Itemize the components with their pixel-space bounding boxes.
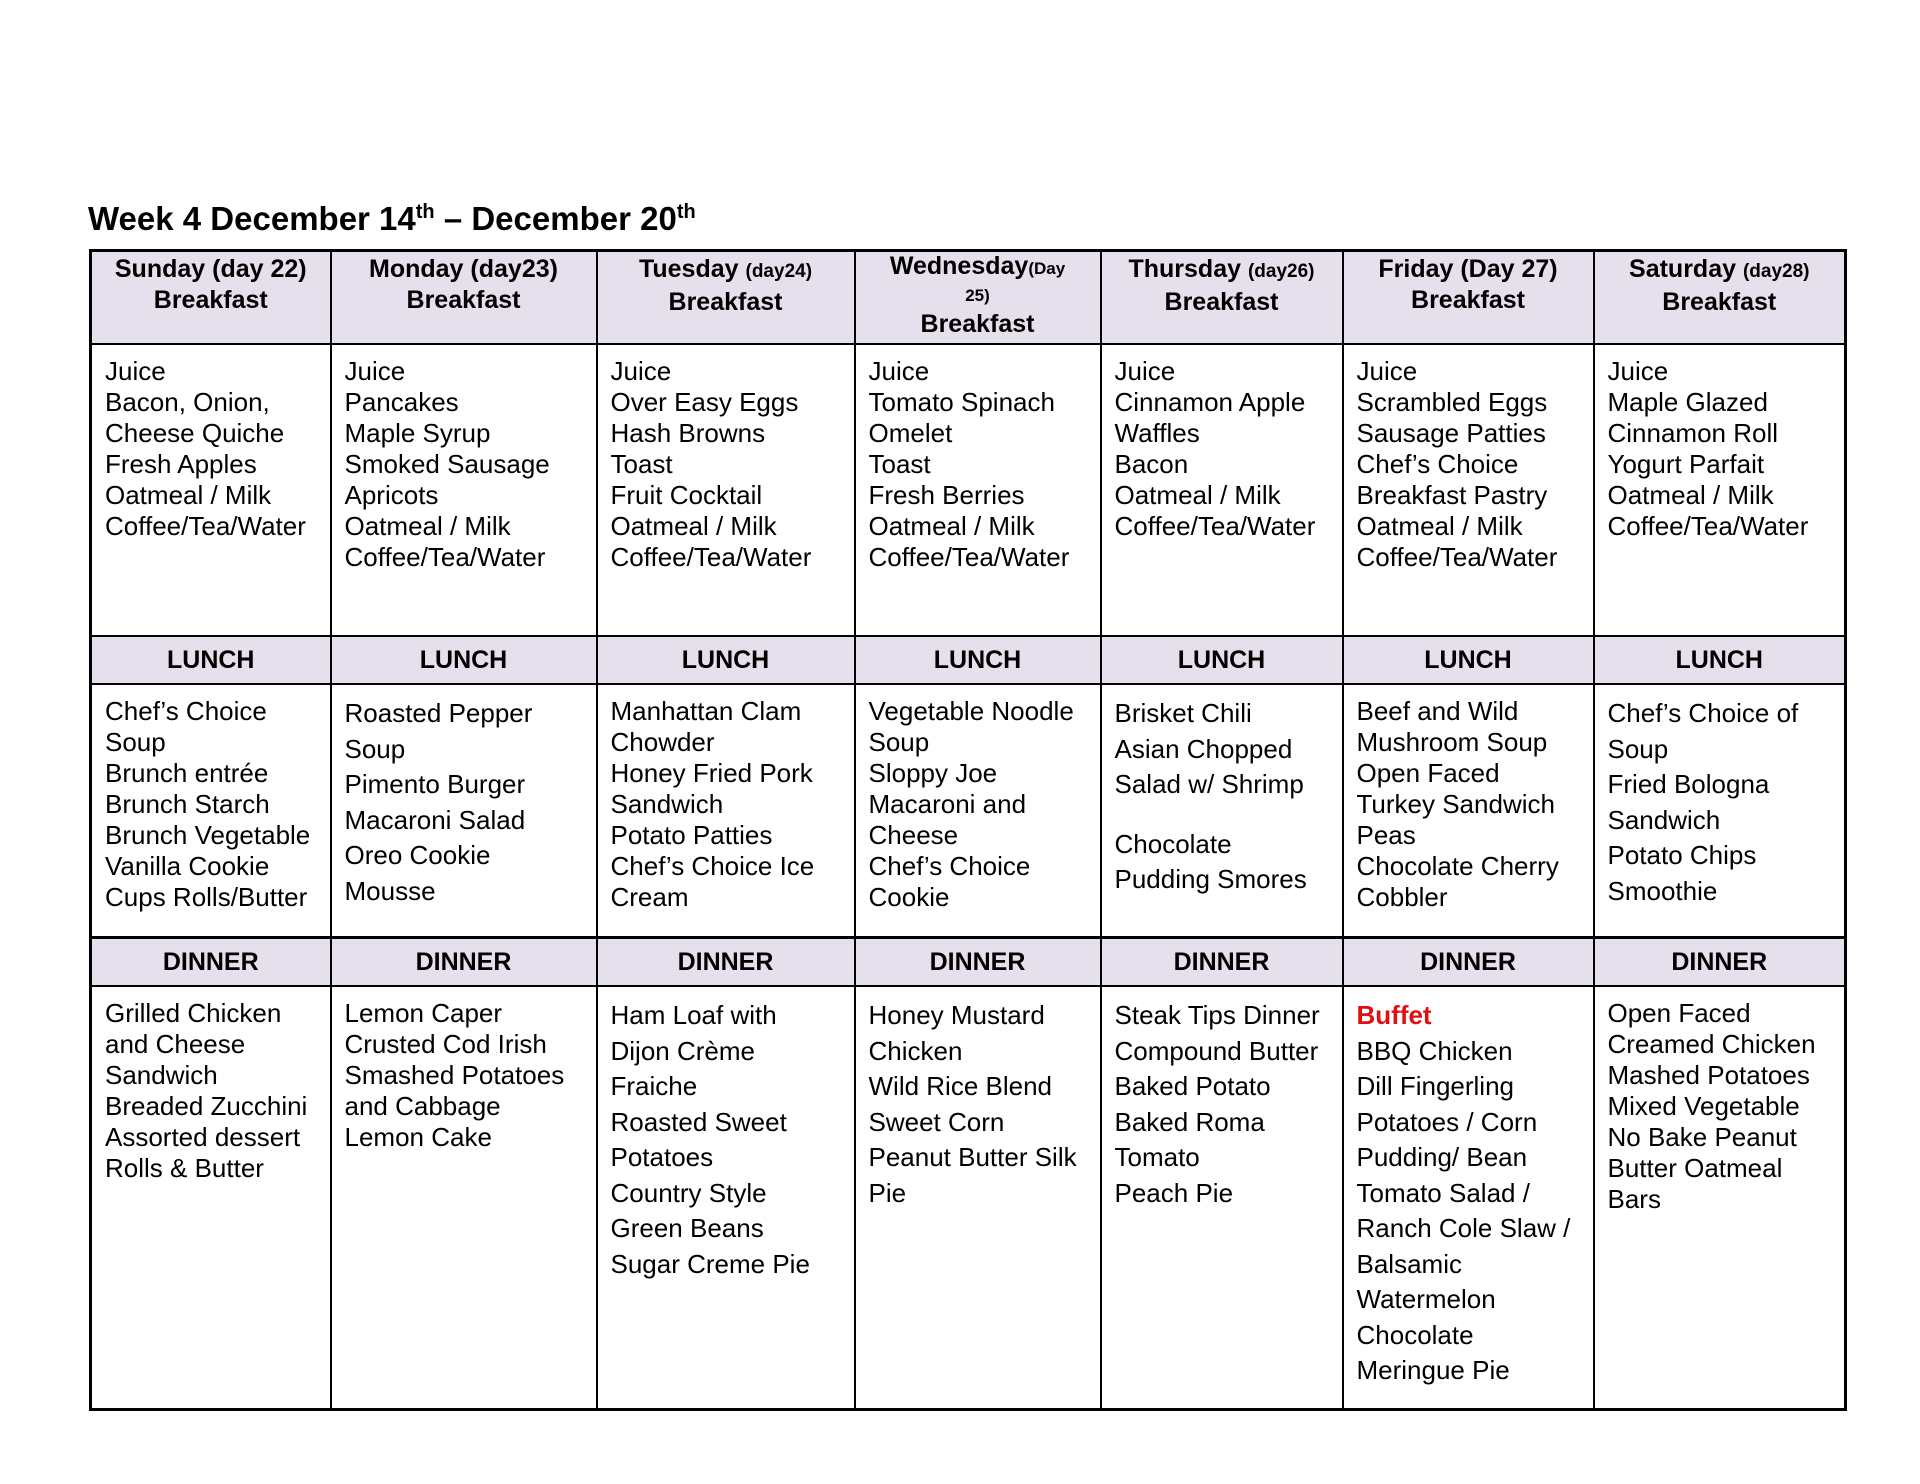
menu-item: Bacon [1114,449,1189,479]
menu-item: Lemon Cake [344,1122,492,1152]
menu-item: Sugar Creme Pie [610,1248,810,1279]
menu-item: Scrambled Eggs [1356,387,1548,417]
dinner-cell [91,986,331,1410]
title-superscript-2: th [676,201,696,223]
menu-item: Open Faced [1607,998,1751,1028]
menu-item: Fraiche [610,1071,698,1101]
lunch-label: LUNCH [1594,636,1846,684]
menu-item: Mushroom Soup [1356,727,1548,757]
menu-item: Chef’s Choice [868,851,1031,881]
menu-item: Soup [868,727,930,757]
dinner-cell [1343,986,1594,1410]
menu-item: Brunch Vegetable [105,820,311,850]
breakfast-cell [331,344,597,636]
menu-item: Oatmeal / Milk [610,511,777,541]
breakfast-cell [1101,344,1343,636]
menu-item: BBQ Chicken [1356,1035,1513,1066]
header-wednesday: Wednesday(Day 25) Breakfast [855,251,1101,345]
menu-item: Peas [1356,820,1416,850]
menu-item: Roasted Sweet [610,1106,787,1137]
menu-item: Bars [1607,1184,1661,1214]
menu-item: Coffee/Tea/Water [868,542,1070,572]
menu-item: Buffet [1356,1000,1432,1030]
lunch-cell [1594,684,1846,938]
dinner-cell [1594,986,1846,1410]
menu-item: Oatmeal / Milk [105,480,272,510]
lunch-cell [91,684,331,938]
lunch-row [91,684,1846,938]
menu-item: Smoothie [1607,875,1718,906]
menu-item: Beef and Wild [1356,696,1519,726]
breakfast-cell [597,344,855,636]
menu-item: Pancakes [344,387,459,417]
menu-item: Fruit Cocktail [610,480,763,510]
menu-item: Green Beans [610,1213,764,1243]
menu-item: Pudding/ Bean [1356,1142,1528,1172]
menu-item: Sandwich [610,789,724,819]
menu-item: Cheese [868,820,959,850]
menu-item: Tomato Salad / [1356,1177,1530,1208]
breakfast-row [91,344,1846,636]
menu-item: Baked Roma [1114,1106,1265,1137]
menu-item: Coffee/Tea/Water [1356,542,1558,572]
menu-item: Brunch entrée [105,758,269,788]
menu-item: Cups Rolls/Butter [105,882,308,912]
menu-item: Chef’s Choice of [1607,698,1799,728]
menu-item: Roasted Pepper [344,698,533,728]
menu-item: Chef’s Choice [105,696,267,726]
menu-item: Sausage Patties [1356,418,1546,448]
dinner-label: DINNER [1101,938,1343,987]
menu-item: Turkey Sandwich [1356,789,1555,819]
menu-item: Cookie [868,882,950,912]
menu-item: Balsamic [1356,1248,1462,1279]
menu-item: Dijon Crème [610,1035,755,1066]
breakfast-cell [855,344,1101,636]
menu-item: Pudding Smores [1114,864,1307,894]
menu-item: Cobbler [1356,882,1448,912]
menu-item: Pie [868,1177,907,1208]
breakfast-cell [1594,344,1846,636]
menu-item: Coffee/Tea/Water [344,542,546,572]
header-sunday: Sunday (day 22) Breakfast [91,251,331,345]
menu-item: Compound Butter [1114,1035,1319,1066]
menu-item: Apricots [344,480,439,510]
breakfast-header-row [91,251,1846,345]
menu-item: Juice [868,356,930,386]
menu-item: Fried Bologna [1607,769,1770,799]
menu-item: Potatoes [610,1142,714,1172]
dinner-label: DINNER [1594,938,1846,987]
menu-item: Macaroni Salad [344,804,526,835]
menu-item: Honey Mustard [868,1000,1045,1030]
page-title [88,200,696,238]
menu-item: Oatmeal / Milk [344,511,511,541]
breakfast-cell [91,344,331,636]
menu-item: Chocolate [1356,1319,1474,1350]
dinner-row [91,986,1846,1410]
menu-item: Sweet Corn [868,1106,1005,1137]
menu-item: Sandwich [1607,804,1721,835]
lunch-label: LUNCH [855,636,1101,684]
menu-item: Asian Chopped [1114,733,1293,764]
menu-item: Oatmeal / Milk [1356,511,1523,541]
menu-item: Vegetable Noodle [868,696,1074,726]
menu-item: Toast [610,449,673,479]
menu-item: Chocolate [1114,828,1232,859]
menu-item: Chicken [868,1035,963,1066]
menu-item: Sloppy Joe [868,758,998,788]
menu-item: Cheese Quiche [105,418,285,448]
menu-item: Manhattan Clam [610,696,802,726]
menu-item: Rolls & Butter [105,1153,264,1183]
menu-item: Chef’s Choice Ice [610,851,815,881]
menu-item: Potato Patties [610,820,773,850]
menu-item: Waffles [1114,418,1200,448]
menu-item: Cream [610,882,689,912]
menu-item: Oatmeal / Milk [868,511,1035,541]
menu-item: Mashed Potatoes [1607,1060,1810,1090]
menu-item: and Cabbage [344,1091,501,1121]
menu-item: Toast [868,449,931,479]
dinner-cell [331,986,597,1410]
title-text-start: Week 4 December 14 [88,200,416,237]
menu-table [89,249,1847,1411]
menu-item: Steak Tips Dinner [1114,1000,1320,1030]
menu-item: Oreo Cookie [344,840,491,870]
menu-item: Lemon Caper [344,998,503,1028]
menu-item: Watermelon [1356,1284,1496,1314]
header-friday: Friday (Day 27) Breakfast [1343,251,1594,345]
dinner-label: DINNER [855,938,1101,987]
lunch-header-row [91,636,1846,684]
lunch-cell [331,684,597,938]
menu-item: Coffee/Tea/Water [105,511,306,541]
menu-item: Coffee/Tea/Water [1114,511,1316,541]
dinner-label: DINNER [91,938,331,987]
menu-item: Cinnamon Apple [1114,387,1306,417]
menu-item: Ham Loaf with [610,1000,777,1030]
header-thursday: Thursday (day26) Breakfast [1101,251,1343,345]
lunch-label: LUNCH [91,636,331,684]
menu-item: Chowder [610,727,715,757]
menu-item: Juice [1356,356,1418,386]
menu-item: Chocolate Cherry [1356,851,1559,881]
dinner-cell [1101,986,1343,1410]
menu-item: Smashed Potatoes [344,1060,565,1090]
menu-item: Tomato Spinach [868,387,1055,417]
menu-item: Peach Pie [1114,1177,1234,1208]
dinner-label: DINNER [597,938,855,987]
lunch-cell [855,684,1101,938]
menu-item: Open Faced [1356,758,1500,788]
menu-item: Maple Glazed [1607,387,1768,417]
dinner-cell [597,986,855,1410]
lunch-cell [597,684,855,938]
menu-item: Fresh Berries [868,480,1025,510]
lunch-label: LUNCH [331,636,597,684]
breakfast-cell [1343,344,1594,636]
menu-item: Dill Fingerling [1356,1071,1514,1101]
header-tuesday: Tuesday (day24) Breakfast [597,251,855,345]
menu-item: Baked Potato [1114,1071,1271,1101]
menu-item: Wild Rice Blend [868,1071,1053,1101]
menu-item: Grilled Chicken [105,998,282,1028]
lunch-label: LUNCH [597,636,855,684]
menu-item: Coffee/Tea/Water [610,542,812,572]
menu-item: Soup [344,733,406,764]
dinner-label: DINNER [1343,938,1594,987]
menu-item: Mixed Vegetable [1607,1091,1800,1121]
dinner-header-row [91,938,1846,987]
menu-item: Chef’s Choice [1356,449,1519,479]
menu-item: Over Easy Eggs [610,387,799,417]
lunch-cell [1343,684,1594,938]
menu-item: Juice [105,356,166,386]
menu-item: Breaded Zucchini [105,1091,308,1121]
menu-item: Soup [1607,733,1669,764]
menu-item: Mousse [344,875,436,906]
menu-item: Yogurt Parfait [1607,449,1765,479]
menu-item: Crusted Cod Irish [344,1029,547,1059]
menu-item: Potatoes / Corn [1356,1106,1538,1137]
menu-item: Tomato [1114,1142,1200,1172]
menu-item: Salad w/ Shrimp [1114,769,1304,799]
lunch-label: LUNCH [1101,636,1343,684]
menu-item: Meringue Pie [1356,1355,1510,1385]
menu-item: Sandwich [105,1060,218,1090]
menu-item: Soup [105,727,166,757]
menu-item: No Bake Peanut [1607,1122,1797,1152]
menu-item: Juice [610,356,672,386]
menu-item: Coffee/Tea/Water [1607,511,1809,541]
menu-item: Hash Browns [610,418,766,448]
menu-item: Juice [1114,356,1176,386]
menu-item: Potato Chips [1607,840,1757,870]
header-monday: Monday (day23) Breakfast [331,251,597,345]
title-text-end: – December 20 [434,200,677,237]
menu-item: Juice [344,356,406,386]
menu-item: Juice [1607,356,1669,386]
menu-item: Honey Fried Pork [610,758,813,788]
menu-item: Smoked Sausage [344,449,550,479]
menu-item: Assorted dessert [105,1122,301,1152]
spacer [1115,803,1342,827]
lunch-cell [1101,684,1343,938]
menu-item: Ranch Cole Slaw / [1356,1213,1571,1243]
menu-item: Oatmeal / Milk [1114,480,1281,510]
menu-item: Omelet [868,418,953,448]
menu-item: Pimento Burger [344,769,526,799]
menu-item: Brunch Starch [105,789,270,819]
menu-item: Macaroni and [868,789,1027,819]
menu-item: Fresh Apples [105,449,257,479]
menu-item: Breakfast Pastry [1356,480,1548,510]
menu-item: Creamed Chicken [1607,1029,1816,1059]
menu-item: Country Style [610,1177,767,1208]
header-saturday: Saturday (day28) Breakfast [1594,251,1846,345]
dinner-label: DINNER [331,938,597,987]
menu-item: Vanilla Cookie [105,851,270,881]
menu-item: Maple Syrup [344,418,491,448]
menu-item: Oatmeal / Milk [1607,480,1774,510]
menu-item: Peanut Butter Silk [868,1142,1077,1172]
menu-item: Brisket Chili [1114,698,1252,728]
menu-item: and Cheese [105,1029,246,1059]
menu-item: Bacon, Onion, [105,387,270,417]
menu-item: Cinnamon Roll [1607,418,1779,448]
lunch-label: LUNCH [1343,636,1594,684]
menu-item: Butter Oatmeal [1607,1153,1783,1183]
title-superscript-1: th [415,201,435,223]
dinner-cell [855,986,1101,1410]
